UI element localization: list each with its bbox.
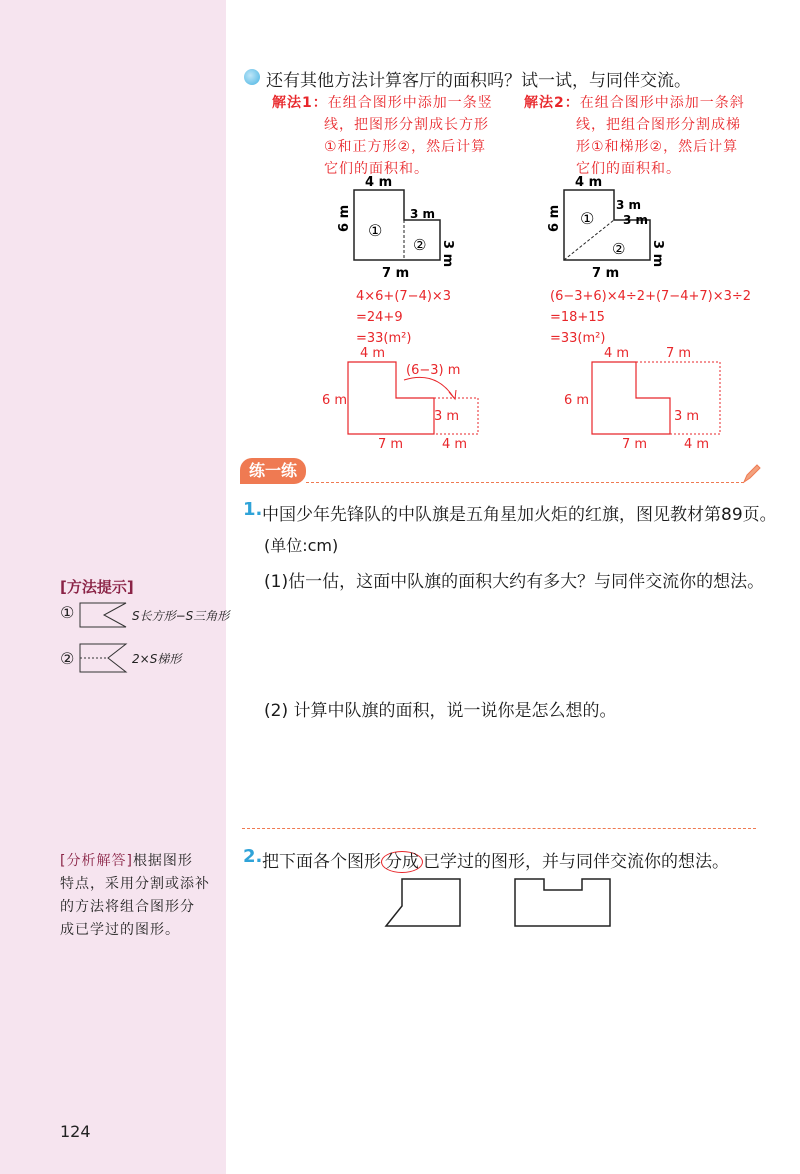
q1-sub1: [264, 567, 764, 592]
calc-line: =24+9: [356, 310, 403, 325]
region-2-label: ②: [413, 236, 427, 254]
bullet-icon: [244, 69, 260, 85]
analysis-line: 的方法将组合图形分: [60, 899, 195, 915]
method1-line: 在组合图形中添加一条竖: [327, 95, 493, 111]
arrow-label: (6−3) m: [406, 363, 461, 378]
label-3m: 3 m: [674, 409, 700, 424]
label-6m: 6 m: [547, 204, 562, 232]
calc-line: =33(m²): [550, 331, 606, 346]
figure-move-method: [318, 342, 498, 454]
figure-method1: [330, 170, 470, 285]
method2-line: 形①和梯形②，然后计算: [576, 139, 739, 155]
method1-text: [272, 92, 493, 180]
q2-number: 2.: [243, 846, 263, 867]
hint1-number: ①: [60, 603, 75, 622]
q1-number: 1.: [243, 499, 263, 520]
analysis-line: 根据图形: [132, 853, 193, 869]
hint1-formula: S长方形−S三角形: [132, 609, 230, 623]
practice-divider: [306, 482, 744, 483]
label-ext-7m: 7 m: [666, 346, 692, 361]
q2-circled-word: 分成: [381, 851, 423, 873]
q1-sub1-text: (1)估一估，这面中队旗的面积大约有多大？与同伴交流你的想法。: [264, 572, 765, 592]
label-inner-3m: 3 m: [410, 207, 436, 221]
label-4m: 4 m: [604, 346, 630, 361]
method2-line: 在组合图形中添加一条斜: [579, 95, 745, 111]
calc-line: (6−3+6)×4÷2+(7−4+7)×3÷2: [550, 289, 752, 304]
analysis-block: [60, 850, 210, 942]
method1-line: 它们的面积和。: [324, 161, 429, 177]
label-inner-3m: 3 m: [623, 213, 649, 227]
method1-calc: [356, 286, 451, 349]
page-number: 124: [60, 1122, 91, 1141]
hint2-shape-icon: [78, 642, 130, 674]
label-3m: 3 m: [434, 409, 460, 424]
calc-line: =33(m²): [356, 331, 412, 346]
region-2-label: ②: [612, 240, 626, 258]
label-7m: 7 m: [622, 437, 648, 452]
hint1-shape-icon: [78, 601, 130, 629]
q2-shape-2: [510, 876, 615, 932]
method2-calc: [550, 286, 751, 349]
analysis-title: [分析解答]: [60, 853, 133, 869]
method2-text: [524, 92, 745, 180]
method2-line: 它们的面积和。: [576, 161, 681, 177]
region-1-label: ①: [580, 209, 595, 228]
label-6m: 6 m: [564, 393, 590, 408]
calc-line: =18+15: [550, 310, 605, 325]
q2-text-pre: 把下面各个图形: [262, 852, 381, 872]
label-ext-4m: 4 m: [684, 437, 710, 452]
label-6m: 6 m: [337, 204, 352, 232]
analysis-line: 成已学过的图形。: [60, 922, 180, 938]
label-ext-4m: 4 m: [442, 437, 468, 452]
q1-unit: (单位:cm): [264, 536, 339, 555]
method2-line: 线，把组合图形分割成梯: [576, 117, 741, 133]
label-7m: 7 m: [382, 266, 410, 281]
hint-title: [方法提示]: [60, 578, 134, 596]
q1-sub2: (2) 计算中队旗的面积，说一说你是怎么想的。: [264, 701, 617, 721]
label-7m: 7 m: [592, 266, 620, 281]
hint2-number: ②: [60, 649, 75, 668]
label-4m: 4 m: [575, 175, 603, 190]
figure-complete-method: [560, 342, 735, 454]
pencil-icon: [742, 462, 762, 484]
q2-shape-1: [380, 876, 470, 932]
intro-question: 还有其他方法计算客厅的面积吗？试一试，与同伴交流。: [266, 71, 691, 91]
method2-label: 解法2：: [524, 95, 580, 111]
label-3m: 3 m: [650, 240, 665, 268]
label-6m: 6 m: [322, 393, 348, 408]
section-divider: [242, 828, 756, 829]
method1-line: ①和正方形②，然后计算: [324, 139, 487, 155]
analysis-line: 特点，采用分割或添补: [60, 876, 210, 892]
q2-text-post: 已学过的图形，并与同伴交流你的想法。: [423, 852, 729, 872]
figure-method2: [540, 170, 680, 285]
label-4m: 4 m: [360, 346, 386, 361]
method1-line: 线，把图形分割成长方形: [324, 117, 489, 133]
calc-line: 4×6+(7−4)×3: [356, 289, 452, 304]
method1-label: 解法1：: [272, 95, 328, 111]
q2-text: [262, 847, 729, 872]
q1-text: 中国少年先锋队的中队旗是五角星加火炬的红旗，图见教材第89页。: [262, 505, 777, 525]
label-7m: 7 m: [378, 437, 404, 452]
label-3m: 3 m: [440, 240, 455, 268]
label-4m: 4 m: [365, 175, 393, 190]
label-inner-3m: 3 m: [616, 198, 642, 212]
hint2-formula: 2×S梯形: [132, 652, 182, 666]
region-1-label: ①: [368, 221, 383, 240]
practice-tag: 练一练: [240, 458, 306, 484]
